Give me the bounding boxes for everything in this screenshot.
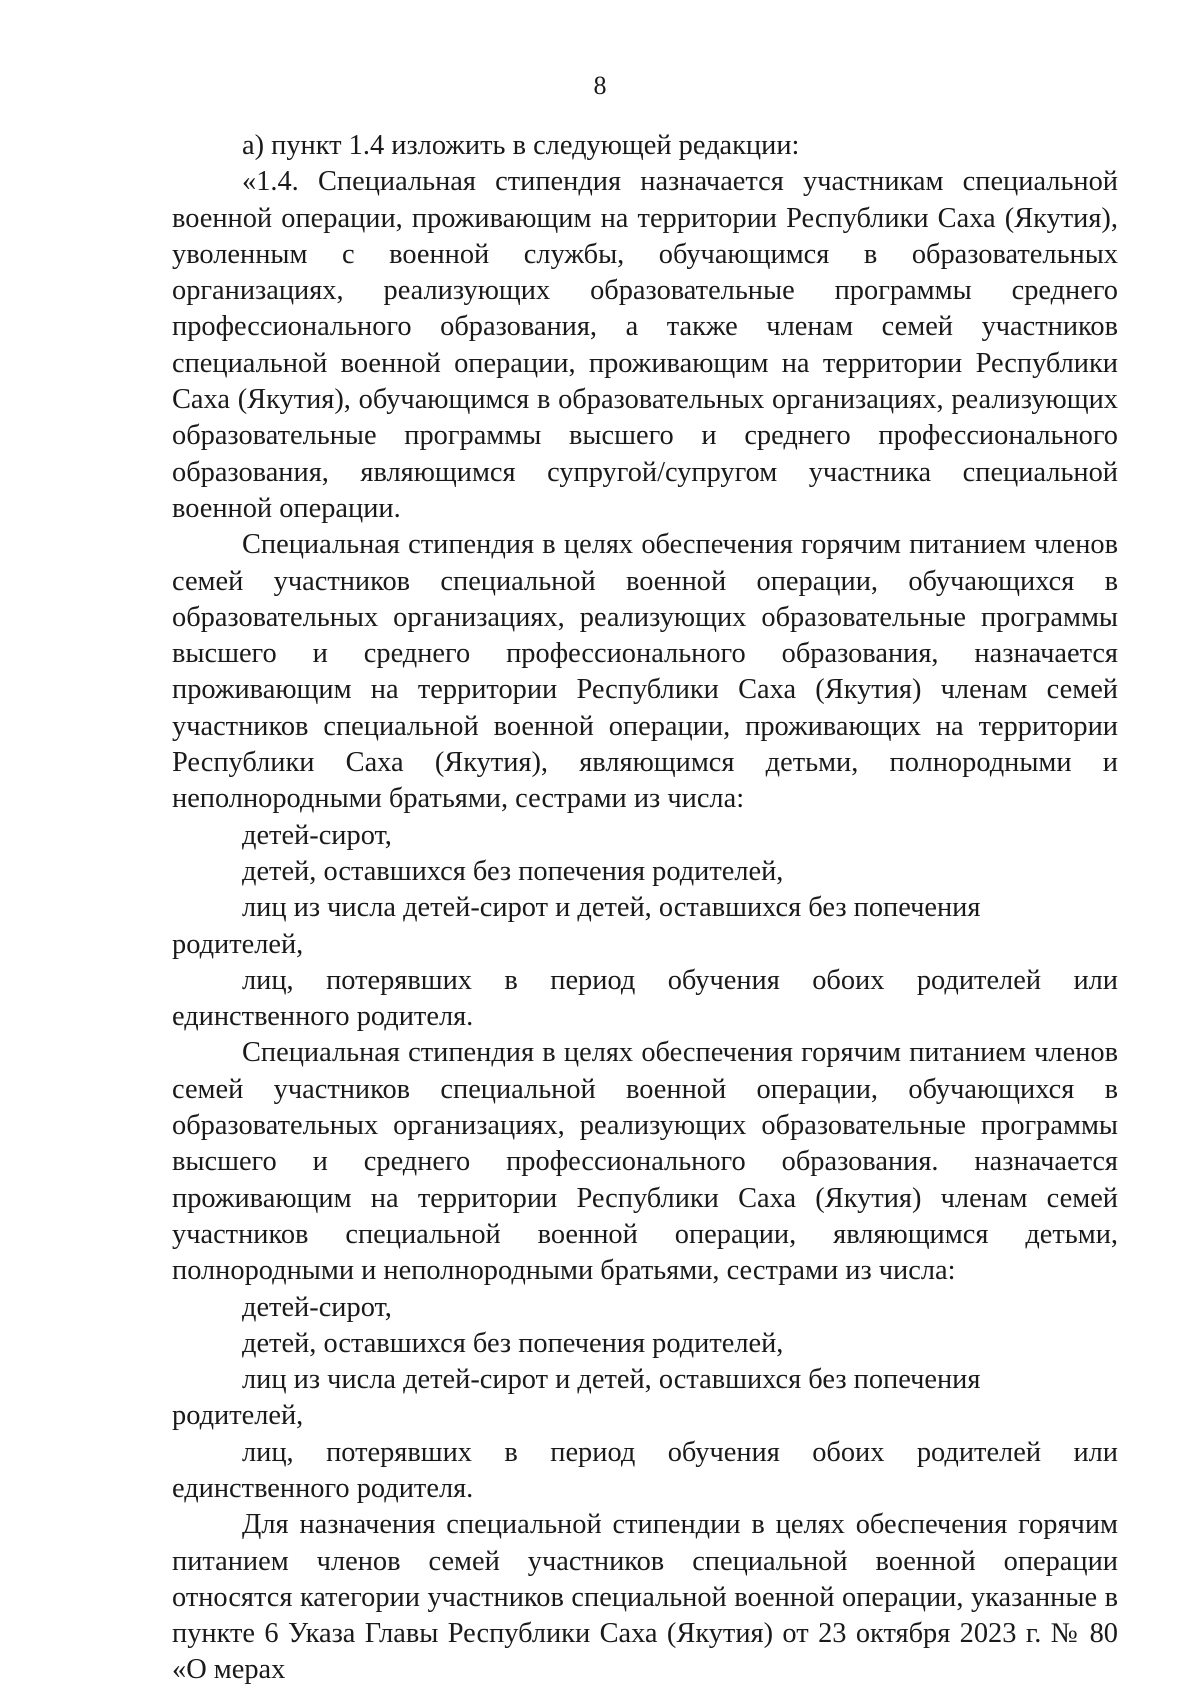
paragraph-clause-1-4: «1.4. Специальная стипендия назначается участникам специальной военной операции, проживающим на территории Республики Саха (Якутия), уволенным с военной службы, обучающимся в образовательных организациях, реализующих образовательные программы среднего профессионального образования, а также членам семей участников специальной военной операции, проживающим на территории Республики Саха (Якутия), обучающимся в образовательных организациях, реализующих образовательные программы высшего и среднего профессионального образования, являющимся супругой/супругом участника специальной военной операции. [172, 166, 1118, 524]
paragraph-scholarship-meals-1: Специальная стипендия в целях обеспечения горячим питанием членов семей участников специальной военной операции, обучающихся в образовательных организациях, реализующих образовательные программы высшего и среднего профессионального образования, назначается проживающим на территории Республики Саха (Якутия) членам семей участников специальной военной операции, проживающих на территории Республики Саха (Якутия), являющимся детьми, полнородными и неполнородными братьями, сестрами из числа: [172, 529, 1118, 815]
list-item: детей, оставшихся без попечения родителей, [242, 855, 784, 887]
list-item: лиц из числа детей-сирот и детей, оставшихся без попечения родителей, [172, 1364, 981, 1432]
list-item: лиц, потерявших в период обучения обоих родителей или единственного родителя. [172, 1436, 1118, 1504]
paragraph-scholarship-meals-2: Специальная стипендия в целях обеспечения горячим питанием членов семей участников специальной военной операции, обучающихся в образовательных организациях, реализующих образовательные программы высшего и среднего профессионального образования. назначается проживающим на территории Республики Саха (Якутия) членам семей участников специальной военной операции, являющимся детьми, полнородными и неполнородными братьями, сестрами из числа: [172, 1037, 1118, 1287]
list-item: детей-сирот, [242, 819, 392, 851]
list-item: детей, оставшихся без попечения родителей, [242, 1327, 784, 1359]
list-item: лиц из числа детей-сирот и детей, оставшихся без попечения родителей, [172, 892, 981, 960]
paragraph-categories: Для назначения специальной стипендии в целях обеспечения горячим питанием членов семей участников специальной военной операции относятся категории участников специальной военной операции, указанные в пункте 6 Указа Главы Республики Саха (Якутия) от 23 октября 2023 г. № 80 «О мерах [172, 1509, 1118, 1686]
document-body [172, 128, 1118, 1689]
paragraph-amendment-intro: а) пункт 1.4 изложить в следующей редакции: [242, 130, 800, 161]
list-item: лиц, потерявших в период обучения обоих родителей или единственного родителя. [172, 964, 1118, 1033]
page-number: 8 [593, 71, 607, 100]
list-item: детей-сирот, [242, 1291, 392, 1323]
